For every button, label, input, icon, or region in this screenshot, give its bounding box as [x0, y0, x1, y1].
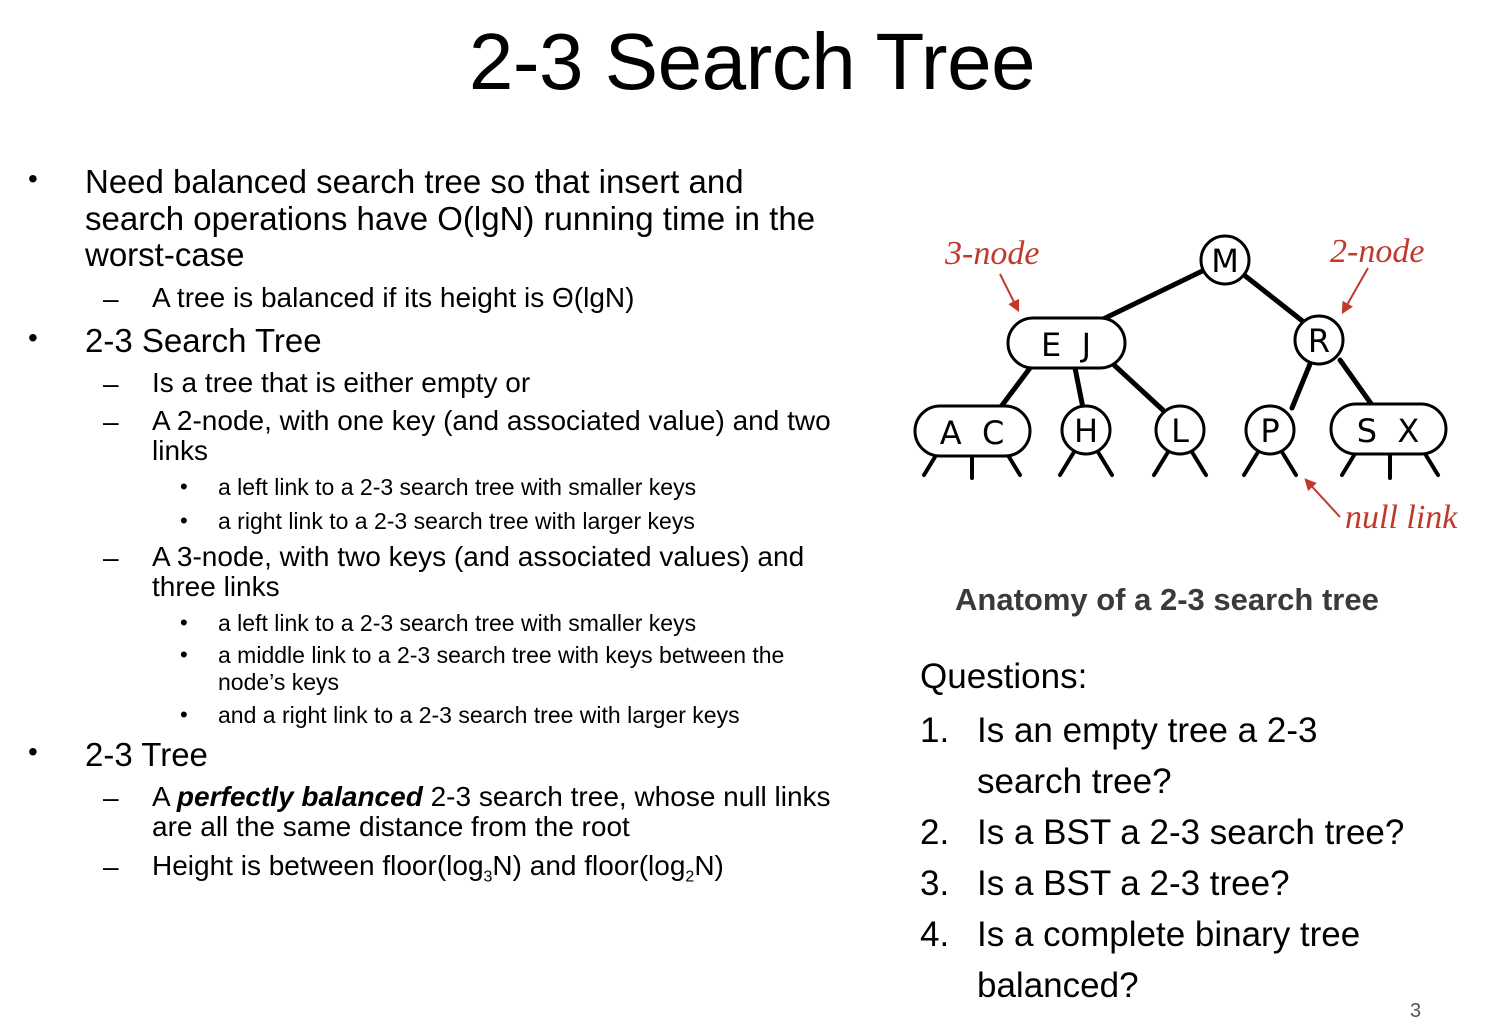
text-run: Height is between floor(log [152, 850, 484, 881]
subscript: 2 [685, 868, 695, 886]
sub-sub-bullet-text: node’s keys [218, 669, 340, 695]
link-ej-h [1075, 368, 1083, 408]
arrow-2-node [1343, 268, 1368, 312]
slide-title: 2-3 Search Tree [468, 17, 1036, 106]
bullet-marker: • [28, 736, 38, 767]
page-number: 3 [1410, 1000, 1422, 1022]
sub-sub-bullet-text: a left link to a 2-3 search tree with smaller keys [218, 610, 697, 636]
question-text: balanced? [977, 966, 1139, 1005]
text-run: 2-3 search tree, whose null links [422, 781, 831, 812]
null-link [1424, 452, 1438, 475]
node-key: S X [1356, 412, 1420, 450]
text-run: A [152, 781, 177, 812]
question-text: Is an empty tree a 2-3 [977, 711, 1318, 750]
question-text: Is a BST a 2-3 tree? [977, 864, 1290, 903]
sub-bullet-text: A 2-node, with one key (and associated value) and two [152, 405, 831, 436]
bullet-marker: • [180, 702, 188, 727]
node-key: L [1171, 412, 1189, 450]
link-ej-ac [1000, 368, 1030, 408]
node-key: H [1073, 412, 1099, 450]
null-link [1282, 452, 1296, 475]
bullet-marker: • [180, 474, 188, 499]
dash-marker: – [103, 542, 119, 573]
arrow-null-link [1306, 480, 1340, 517]
question-text: search tree? [977, 762, 1172, 801]
label-2-node: 2-node [1330, 233, 1425, 270]
label-null-link: null link [1345, 499, 1458, 536]
bullet-text: Need balanced search tree so that insert and [85, 163, 744, 200]
dash-marker: – [103, 368, 119, 399]
question-number: 1. [920, 711, 950, 750]
bullet-marker: • [28, 322, 38, 353]
bullet-marker: • [180, 642, 188, 667]
sub-sub-bullet-text: a middle link to a 2-3 search tree with keys between the [218, 642, 785, 668]
question-text: Is a BST a 2-3 search tree? [977, 813, 1405, 852]
node-key: P [1260, 412, 1280, 450]
sub-bullet-text: are all the same distance from the root [152, 811, 630, 842]
node-key: E J [1041, 326, 1091, 364]
sub-bullet-text: three links [152, 571, 280, 602]
link-r-sx [1340, 360, 1372, 405]
null-link [1342, 452, 1356, 475]
question-number: 4. [920, 915, 950, 954]
bullet-marker: • [180, 610, 188, 635]
null-link [1098, 452, 1112, 475]
bullet-text: 2-3 Tree [85, 736, 208, 773]
bullet-text: worst-case [85, 236, 245, 273]
bullet-marker: • [180, 508, 188, 533]
sub-bullet-text [152, 782, 831, 812]
tree-diagram [900, 220, 1490, 550]
text-run: N) [694, 850, 724, 881]
null-link [1060, 452, 1074, 475]
node-key: M [1211, 242, 1239, 280]
dash-marker: – [103, 782, 119, 813]
sub-sub-bullet-text: a left link to a 2-3 search tree with smaller keys [218, 474, 697, 500]
sub-sub-bullet-text: and a right link to a 2-3 search tree with larger keys [218, 702, 740, 728]
node-key: A C [939, 414, 1005, 452]
null-link [1244, 452, 1258, 475]
questions-title: Questions: [920, 657, 1088, 696]
sub-bullet-text [152, 851, 724, 893]
dash-marker: – [103, 851, 119, 882]
label-3-node: 3-node [945, 235, 1040, 272]
sub-bullet-text: A 3-node, with two keys (and associated values) and [152, 541, 805, 572]
sub-sub-bullet-text: a right link to a 2-3 search tree with larger keys [218, 508, 695, 534]
question-number: 3. [920, 864, 950, 903]
emphasis-text: perfectly balanced [176, 781, 423, 812]
sub-bullet-text: A tree is balanced if its height is Θ(lgN) [152, 282, 635, 313]
bullet-text: 2-3 Search Tree [85, 322, 322, 359]
sub-bullet-text: Is a tree that is either empty or [152, 367, 531, 398]
link-ej-l [1113, 364, 1165, 412]
diagram-caption: Anatomy of a 2-3 search tree [955, 582, 1379, 617]
bullet-text: search operations have O(lgN) running time in the [85, 200, 816, 237]
subscript: 3 [483, 868, 493, 886]
null-link [1192, 452, 1206, 475]
bullet-marker: • [28, 163, 38, 194]
link-r-p [1292, 364, 1310, 408]
dash-marker: – [103, 406, 119, 437]
node-key: R [1307, 322, 1331, 360]
question-text: Is a complete binary tree [977, 915, 1361, 954]
question-number: 2. [920, 813, 950, 852]
arrow-3-node [1000, 274, 1018, 310]
dash-marker: – [103, 283, 119, 314]
null-link [1154, 452, 1168, 475]
sub-bullet-text: links [152, 435, 209, 466]
text-run: N) and floor(log [492, 850, 686, 881]
